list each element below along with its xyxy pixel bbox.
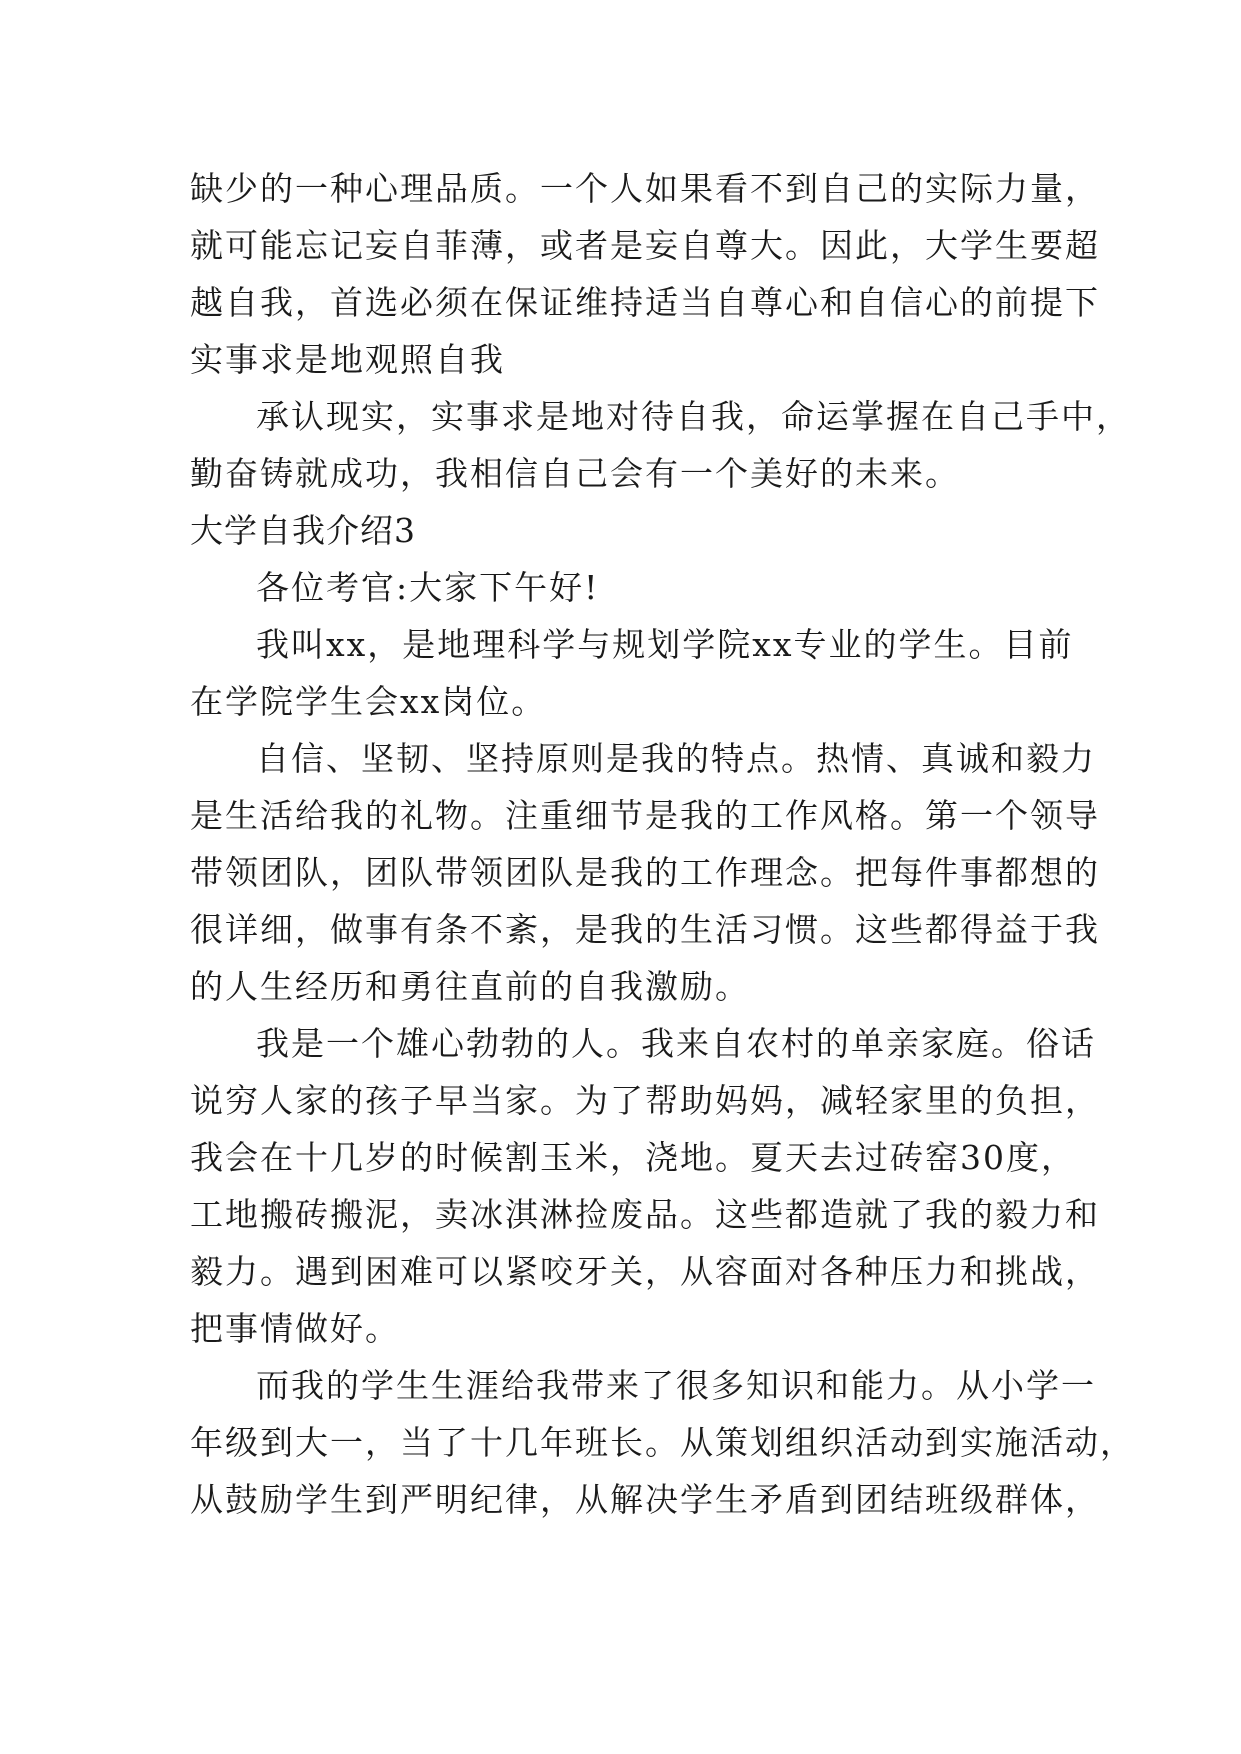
text-line: 说穷人家的孩子早当家。为了帮助妈妈，减轻家里的负担， xyxy=(190,1081,1100,1120)
greeting-line: 各位考官:大家下午好! xyxy=(256,568,600,607)
text-line: 勤奋铸就成功，我相信自己会有一个美好的未来。 xyxy=(190,454,960,493)
text-line: 实事求是地观照自我 xyxy=(190,340,505,379)
text-line: 是生活给我的礼物。注重细节是我的工作风格。第一个领导 xyxy=(190,796,1100,835)
text-line: 工地搬砖搬泥，卖冰淇淋捡废品。这些都造就了我的毅力和 xyxy=(190,1195,1100,1234)
text-line: 的人生经历和勇往直前的自我激励。 xyxy=(190,967,750,1006)
paragraph-first-line: 承认现实，实事求是地对待自我，命运掌握在自己手中， xyxy=(256,397,1131,436)
text-line: 缺少的一种心理品质。一个人如果看不到自己的实际力量， xyxy=(190,169,1100,208)
text-line: 很详细，做事有条不紊，是我的生活习惯。这些都得益于我 xyxy=(190,910,1100,949)
text-line: 在学院学生会xx岗位。 xyxy=(190,682,547,721)
document-page xyxy=(190,160,1135,1528)
section-heading: 大学自我介绍3 xyxy=(190,511,416,550)
paragraph-first-line: 自信、坚韧、坚持原则是我的特点。热情、真诚和毅力 xyxy=(256,739,1096,778)
text-line: 我会在十几岁的时候割玉米，浇地。夏天去过砖窑30度， xyxy=(190,1138,1076,1177)
paragraph-first-line: 我是一个雄心勃勃的人。我来自农村的单亲家庭。俗话 xyxy=(256,1024,1096,1063)
text-line: 年级到大一，当了十几年班长。从策划组织活动到实施活动， xyxy=(190,1423,1135,1462)
text-line: 就可能忘记妄自菲薄，或者是妄自尊大。因此，大学生要超 xyxy=(190,226,1100,265)
text-line: 从鼓励学生到严明纪律，从解决学生矛盾到团结班级群体， xyxy=(190,1480,1100,1519)
text-line: 越自我，首选必须在保证维持适当自尊心和自信心的前提下 xyxy=(190,283,1100,322)
text-line: 把事情做好。 xyxy=(190,1309,400,1348)
paragraph-first-line: 而我的学生生涯给我带来了很多知识和能力。从小学一 xyxy=(256,1366,1096,1405)
text-line: 带领团队，团队带领团队是我的工作理念。把每件事都想的 xyxy=(190,853,1100,892)
text-line: 毅力。遇到困难可以紧咬牙关，从容面对各种压力和挑战， xyxy=(190,1252,1100,1291)
paragraph-first-line: 我叫xx，是地理科学与规划学院xx专业的学生。目前 xyxy=(256,625,1074,664)
